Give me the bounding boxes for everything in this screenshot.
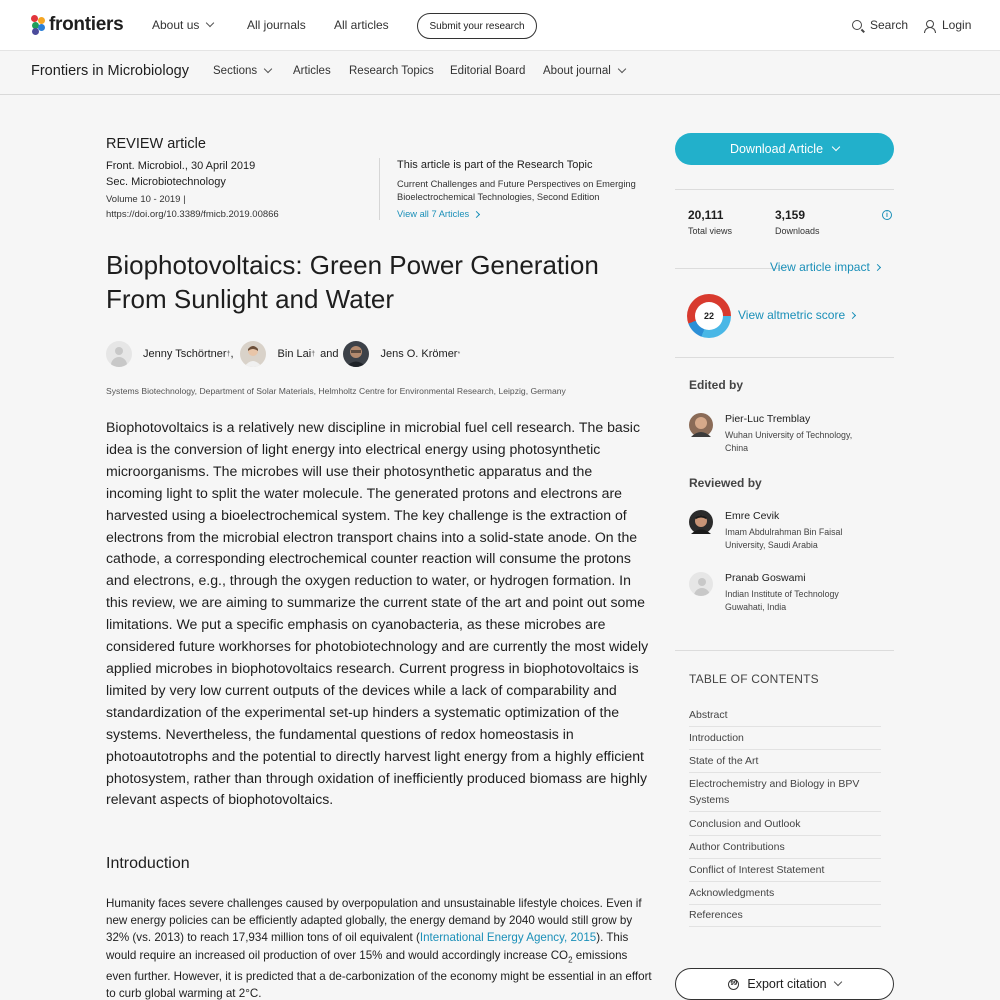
- journal-title-link[interactable]: Frontiers in Microbiology: [31, 63, 189, 79]
- reference-link[interactable]: International Energy Agency, 2015: [419, 931, 597, 945]
- user-icon: [924, 20, 934, 31]
- view-all-articles-link[interactable]: [397, 209, 479, 219]
- author-name[interactable]: Jenny Tschörtner: [143, 348, 227, 360]
- top-navigation: [0, 0, 1000, 51]
- reviewer-card[interactable]: [689, 510, 875, 552]
- nav-all-journals[interactable]: All journals: [247, 18, 306, 32]
- toc-item-conflict-of-interest[interactable]: Conflict of Interest Statement: [689, 862, 881, 882]
- divider: [675, 650, 894, 651]
- subscript: 2: [568, 954, 573, 964]
- export-citation-label: Export citation: [747, 977, 827, 991]
- nav-editorial-board[interactable]: Editorial Board: [450, 65, 526, 77]
- research-topic-link[interactable]: Current Challenges and Future Perspectives on Emerging Bioelectrochemical Technologies, Second Edition: [397, 179, 636, 202]
- chevron-right-icon: [473, 210, 480, 217]
- reviewer-avatar: [689, 510, 713, 534]
- search-button[interactable]: [852, 18, 908, 32]
- toc-item-electrochemistry[interactable]: Electrochemistry and Biology in BPV Systems: [689, 776, 881, 812]
- view-article-impact-link[interactable]: [770, 260, 880, 274]
- intro-text-segment: ). This would require an increased oil production of over 15% and would accordingly increase CO: [106, 931, 629, 962]
- frontiers-logo-icon: [31, 15, 45, 35]
- reviewed-by-heading: Reviewed by: [689, 476, 762, 490]
- download-article-label: Download Article: [729, 142, 824, 156]
- author-list: [106, 340, 460, 368]
- nav-about-us-label: About us: [152, 18, 200, 32]
- journal-navigation: [0, 52, 1000, 95]
- reviewer-institution: Imam Abdulrahman Bin Faisal University, Saudi Arabia: [725, 527, 843, 550]
- reviewer-name: Pranab Goswami: [725, 572, 806, 584]
- nav-about-journal[interactable]: [543, 65, 625, 77]
- total-views-value: 20,111: [688, 208, 724, 222]
- author-separator: ,: [230, 348, 234, 360]
- nav-sections[interactable]: [213, 65, 271, 77]
- reviewer-avatar-placeholder: [689, 572, 713, 596]
- nav-about-us[interactable]: [152, 18, 213, 32]
- article-type: REVIEW article: [106, 136, 206, 152]
- toc-item-abstract[interactable]: Abstract: [689, 707, 881, 727]
- nav-research-topics[interactable]: Research Topics: [349, 65, 434, 77]
- toc-item-conclusion[interactable]: Conclusion and Outlook: [689, 816, 881, 836]
- chevron-down-icon: [833, 978, 841, 986]
- chevron-down-icon: [206, 19, 214, 27]
- divider: [675, 189, 894, 190]
- editor-card[interactable]: [689, 413, 875, 455]
- article-title: Biophotovoltaics: Green Power Generation From Sunlight and Water: [106, 250, 599, 314]
- toc-item-author-contributions[interactable]: Author Contributions: [689, 839, 881, 859]
- research-topic-heading: This article is part of the Research Topic: [397, 159, 593, 171]
- article-doi[interactable]: https://doi.org/10.3389/fmicb.2019.00866: [106, 209, 279, 220]
- chevron-down-icon: [832, 143, 840, 151]
- toc-item-acknowledgments[interactable]: Acknowledgments: [689, 885, 881, 905]
- chevron-down-icon: [618, 65, 626, 73]
- toc-item-state-of-the-art[interactable]: State of the Art: [689, 753, 881, 773]
- nav-about-journal-label: About journal: [543, 65, 611, 77]
- introduction-text: [106, 895, 654, 1000]
- nav-sections-label: Sections: [213, 65, 258, 77]
- author-name[interactable]: Bin Lai: [277, 348, 312, 360]
- header-divider: [379, 158, 380, 220]
- chevron-right-icon: [849, 311, 856, 318]
- info-icon[interactable]: i: [882, 210, 892, 220]
- editor-institution: Wuhan University of Technology, China: [725, 430, 853, 453]
- abstract-text: Biophotovoltaics is a relatively new discipline in microbial fuel cell research. The basic idea is the conversion of light energy into electrical energy using photosynthetic microorganisms. The microbes will use their photosynthetic apparatus and the incoming light to split the water molecule. The generated protons and electrons are harvested using a bioelectrochemical system. The key challenge is the extraction of electrons from the microbial electron transport chains into a solid-state anode. On the cathode, a corresponding electrochemical counter reaction will consume the protons and electrons, e.g., through the oxygen reduction to water, or hydrogen formation. In this review, we are aiming to summarize the current state of the art and point out some limitations. We put a specific emphasis on cyanobacteria, as these microbes are considered future workhorses for photobiotechnology and are currently the most widely applied microbes in biophotovoltaics research. Current progress in biophotovoltaics is limited by very low current outputs of the devices while a lack of comparability and standardization of the experimental set-up hinders a systematic optimization of the systems. Nevertheless, the fundamental questions of redox homeostasis in photoautotrophs and the potential to directly harvest light energy from a highly efficient photosystem, rather than through oxidation of inefficiently produced biomass are highly relevant aspects of biophotovoltaics.: [106, 419, 649, 808]
- intro-text-segment: Humanity faces severe challenges caused by overpopulation and unsustainable lifestyle choices. Even if new energy policies can be efficiently adapted globally, the energy demand by 2040 would still grow by 32% (vs. 2013) to reach 17,934 million tons of oil equivalent (: [106, 897, 642, 945]
- reviewer-card[interactable]: [689, 572, 875, 614]
- article-volume: Volume 10 - 2019 |: [106, 194, 186, 205]
- downloads-value: 3,159: [775, 208, 806, 222]
- introduction-heading: Introduction: [106, 855, 190, 872]
- author-separator: and: [320, 348, 339, 360]
- author-mark: †: [311, 350, 316, 358]
- intro-text-segment: emissions even further. However, it is predicted that a de-carbonization of the economy might be essential in an effort to curb global warming at 2°C.: [106, 948, 652, 1000]
- nav-all-articles[interactable]: All articles: [334, 18, 389, 32]
- table-of-contents-heading: TABLE OF CONTENTS: [689, 672, 819, 686]
- editor-avatar: [689, 413, 713, 437]
- divider: [675, 357, 894, 358]
- download-article-button[interactable]: [675, 133, 894, 165]
- view-article-impact-label: View article impact: [770, 260, 870, 274]
- author-affiliation: Systems Biotechnology, Department of Solar Materials, Helmholtz Centre for Environmental Research, Leipzig, Germany: [106, 386, 566, 396]
- toc-item-references[interactable]: References: [689, 907, 881, 927]
- author-name[interactable]: Jens O. Krömer: [380, 348, 458, 360]
- chevron-right-icon: [874, 263, 881, 270]
- frontiers-logo[interactable]: [31, 14, 123, 36]
- toc-item-introduction[interactable]: Introduction: [689, 730, 881, 750]
- article-section: Sec. Microbiotechnology: [106, 176, 226, 188]
- author-avatar: [343, 341, 369, 367]
- author-avatar-placeholder: [106, 341, 132, 367]
- author-avatar: [240, 341, 266, 367]
- submit-research-button[interactable]: Submit your research: [417, 13, 537, 39]
- reviewer-institution: Indian Institute of Technology Guwahati, India: [725, 589, 839, 612]
- divider: [675, 268, 785, 269]
- total-views-label: Total views: [688, 226, 733, 236]
- view-altmetric-link[interactable]: [738, 308, 855, 322]
- quote-icon: 99: [728, 979, 739, 990]
- search-icon: [852, 20, 862, 30]
- author-mark: †: [226, 350, 231, 358]
- author-mark: *: [457, 350, 461, 358]
- brand-name: frontiers: [49, 14, 124, 35]
- article-citation: Front. Microbiol., 30 April 2019: [106, 160, 256, 172]
- chevron-down-icon: [264, 65, 272, 73]
- altmetric-score: 22: [695, 302, 723, 330]
- reviewer-name: Emre Cevik: [725, 510, 780, 522]
- edited-by-heading: Edited by: [689, 378, 744, 392]
- view-altmetric-label: View altmetric score: [738, 308, 846, 322]
- altmetric-badge[interactable]: [687, 294, 731, 338]
- login-button[interactable]: [924, 18, 971, 32]
- editor-name: Pier-Luc Tremblay: [725, 413, 811, 425]
- nav-articles[interactable]: Articles: [293, 65, 331, 77]
- login-label: Login: [942, 18, 972, 32]
- view-all-articles-label: View all 7 Articles: [397, 209, 470, 219]
- export-citation-button[interactable]: [675, 968, 894, 1000]
- search-label: Search: [870, 18, 909, 32]
- downloads-label: Downloads: [775, 226, 820, 236]
